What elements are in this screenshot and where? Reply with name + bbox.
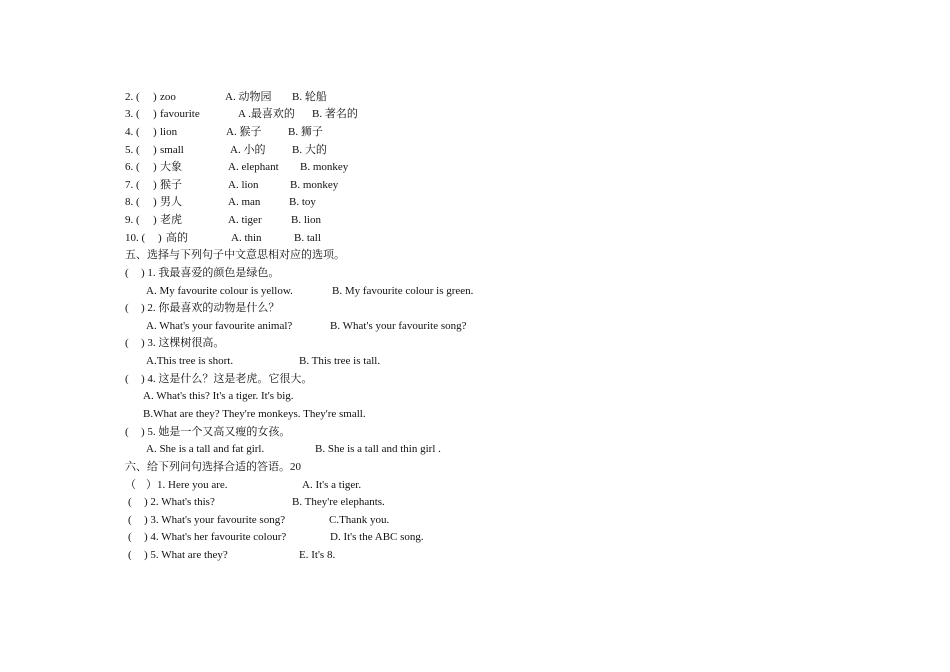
- option-a: A. 小的: [230, 144, 266, 156]
- item-word: zoo: [160, 91, 176, 103]
- question: [125, 335, 525, 353]
- option-b: B. monkey: [300, 161, 349, 173]
- question-text: ) 5. 她是一个又高又瘦的女孩。: [141, 426, 291, 438]
- question-text: ) 3. What's your favourite song?: [144, 514, 286, 526]
- question-text: ) 3. 这棵树很高。: [141, 337, 225, 349]
- question-text: ) 5. What are they?: [144, 549, 228, 561]
- option-b: B. lion: [291, 214, 321, 226]
- vocab-item: [125, 106, 525, 124]
- item-word: 高的: [166, 232, 188, 244]
- answer-paren-open: (: [125, 302, 129, 314]
- vocab-item: [125, 89, 525, 107]
- option-b: B. 大的: [292, 144, 327, 156]
- vocab-item: [125, 230, 525, 248]
- option-b: B. 狮子: [288, 126, 323, 138]
- answer-option: A. It's a tiger.: [302, 479, 362, 491]
- option-a: A. What's this? It's a tiger. It's big.: [143, 390, 294, 402]
- option-a: A. tiger: [228, 214, 262, 226]
- option-a: A. lion: [228, 179, 259, 191]
- vocab-item: [125, 124, 525, 142]
- answer-paren-open: （: [125, 479, 136, 491]
- item-word: lion: [160, 126, 178, 138]
- question: [125, 477, 525, 495]
- option-a: A. What's your favourite animal?: [146, 320, 293, 332]
- choice-line: [146, 283, 546, 301]
- vocab-item: [125, 159, 525, 177]
- answer-blank-close: ): [153, 126, 157, 138]
- answer-paren-open: (: [125, 426, 129, 438]
- answer-option: C.Thank you.: [329, 514, 390, 526]
- choice-line: [146, 441, 546, 459]
- question: [128, 512, 528, 530]
- answer-blank-close: ): [153, 196, 157, 208]
- answer-option: D. It's the ABC song.: [330, 531, 424, 543]
- option-b: B. 著名的: [312, 108, 358, 120]
- answer-blank-close: ): [153, 91, 157, 103]
- option-a: A. 动物园: [225, 91, 272, 103]
- option-b: B.What are they? They're monkeys. They're small.: [143, 408, 366, 420]
- question: [125, 265, 525, 283]
- item-number: 4. (: [125, 126, 140, 138]
- question-text: ) 2. What's this?: [144, 496, 215, 508]
- item-word: 男人: [160, 196, 182, 208]
- item-number: 6. (: [125, 161, 140, 173]
- option-a: A. My favourite colour is yellow.: [146, 285, 293, 297]
- answer-paren-open: (: [125, 337, 129, 349]
- answer-paren-open: (: [128, 549, 132, 561]
- answer-blank-close: ): [153, 108, 157, 120]
- option-a: A. elephant: [228, 161, 279, 173]
- answer-paren-open: (: [125, 373, 129, 385]
- answer-paren-open: (: [128, 531, 132, 543]
- answer-paren-open: (: [125, 267, 129, 279]
- answer-blank-close: ): [153, 214, 157, 226]
- question-text: ) 4. What's her favourite colour?: [144, 531, 287, 543]
- choice-line: [146, 353, 546, 371]
- item-number: 7. (: [125, 179, 140, 191]
- vocab-item: [125, 142, 525, 160]
- answer-paren-open: (: [128, 514, 132, 526]
- question: [125, 300, 525, 318]
- question-text: ) 4. 这是什么？这是老虎。它很大。: [141, 373, 313, 385]
- item-number: 2. (: [125, 91, 140, 103]
- answer-blank-close: ): [153, 144, 157, 156]
- item-number: 10. (: [125, 232, 146, 244]
- question-text: ）1. Here you are.: [146, 479, 228, 491]
- item-word: small: [160, 144, 184, 156]
- vocab-item: [125, 212, 525, 230]
- section-6-heading: 六、给下列问句选择合适的答语。20: [125, 461, 301, 473]
- option-b: B. tall: [294, 232, 321, 244]
- option-b: B. This tree is tall.: [299, 355, 381, 367]
- question: [128, 529, 528, 547]
- option-b: B. monkey: [290, 179, 339, 191]
- vocab-item: [125, 194, 525, 212]
- question: [125, 424, 525, 442]
- option-b: B. What's your favourite song?: [330, 320, 467, 332]
- item-number: 9. (: [125, 214, 140, 226]
- question-text: ) 2. 你最喜欢的动物是什么？: [141, 302, 280, 314]
- option-b: B. toy: [289, 196, 316, 208]
- option-b: B. 轮船: [292, 91, 327, 103]
- option-b: B. My favourite colour is green.: [332, 285, 474, 297]
- choice-line: [143, 406, 543, 424]
- item-word: 老虎: [160, 214, 182, 226]
- item-number: 8. (: [125, 196, 140, 208]
- option-a: A. 猴子: [226, 126, 262, 138]
- item-number: 3. (: [125, 108, 140, 120]
- question-text: ) 1. 我最喜爱的颜色是绿色。: [141, 267, 280, 279]
- answer-blank-close: ): [153, 179, 157, 191]
- option-a: A .最喜欢的: [238, 108, 295, 120]
- vocab-item: [125, 177, 525, 195]
- item-word: 猴子: [160, 179, 182, 191]
- choice-line: [143, 388, 543, 406]
- option-a: A. She is a tall and fat girl.: [146, 443, 265, 455]
- question: [128, 547, 528, 565]
- option-a: A.This tree is short.: [146, 355, 234, 367]
- answer-blank-close: ): [158, 232, 162, 244]
- answer-option: E. It's 8.: [299, 549, 336, 561]
- answer-option: B. They're elephants.: [292, 496, 385, 508]
- option-a: A. thin: [231, 232, 262, 244]
- question: [128, 494, 528, 512]
- answer-blank-close: ): [153, 161, 157, 173]
- item-number: 5. (: [125, 144, 140, 156]
- option-a: A. man: [228, 196, 261, 208]
- option-b: B. She is a tall and thin girl .: [315, 443, 441, 455]
- item-word: favourite: [160, 108, 200, 120]
- answer-paren-open: (: [128, 496, 132, 508]
- section-5-heading: 五、选择与下列句子中文意思相对应的选项。: [125, 249, 345, 261]
- item-word: 大象: [160, 161, 182, 173]
- choice-line: [146, 318, 546, 336]
- question: [125, 371, 525, 389]
